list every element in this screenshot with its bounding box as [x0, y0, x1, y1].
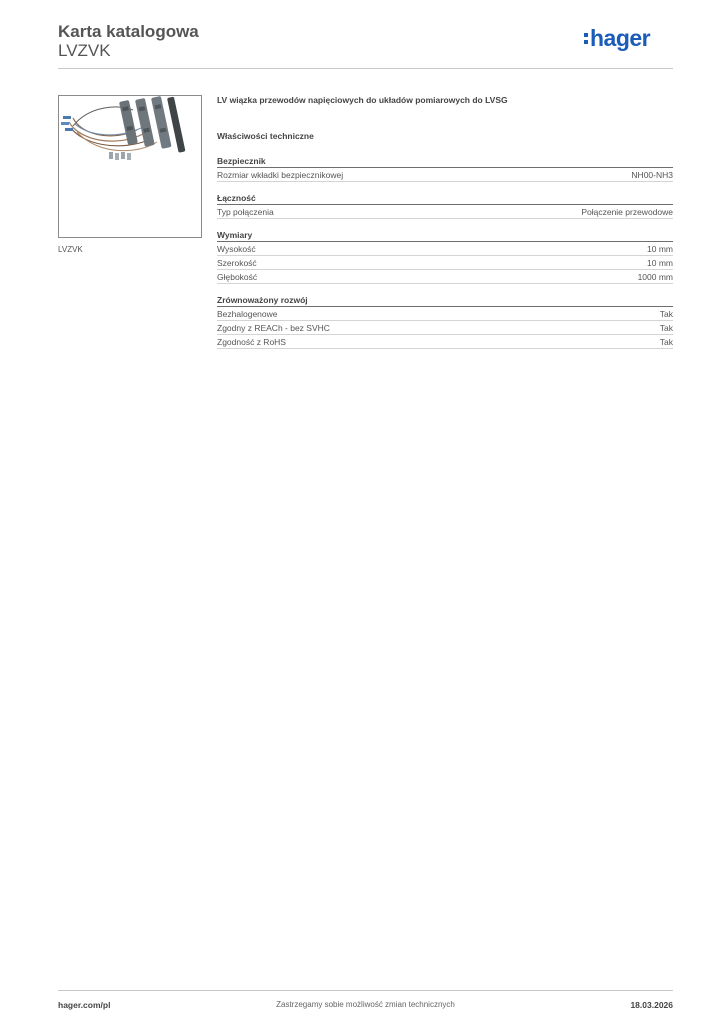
- spec-label: Rozmiar wkładki bezpiecznikowej: [217, 169, 344, 180]
- document-title: Karta katalogowa: [58, 22, 199, 41]
- spec-label: Typ połączenia: [217, 206, 274, 217]
- spec-value: 10 mm: [647, 243, 673, 254]
- footer-date: 18.03.2026: [630, 1000, 673, 1010]
- spec-row: [217, 242, 673, 256]
- specs-title: Właściwości techniczne: [217, 131, 314, 141]
- spec-group-title: Wymiary: [217, 230, 673, 242]
- spec-value: Połączenie przewodowe: [581, 206, 673, 217]
- spec-row: [217, 270, 673, 284]
- product-details: [217, 95, 673, 349]
- page-header: [58, 22, 673, 69]
- spec-row: [217, 168, 673, 182]
- spec-value: NH00-NH3: [631, 169, 673, 180]
- product-name: LV wiązka przewodów napięciowych do układów pomiarowych do LVSG: [217, 95, 508, 105]
- spec-group-dimensions: [217, 230, 673, 284]
- spec-row: [217, 256, 673, 270]
- product-image: [58, 95, 202, 238]
- spec-row: [217, 335, 673, 349]
- cable-harness-illustration: [59, 96, 201, 237]
- spec-value: Tak: [659, 322, 673, 333]
- spec-label: Zgodność z RoHS: [217, 336, 286, 347]
- image-caption: LVZVK: [58, 245, 83, 254]
- logo-wordmark: hager: [590, 25, 651, 51]
- spec-row: [217, 321, 673, 335]
- spec-value: Tak: [659, 308, 673, 319]
- spec-group-connectivity: [217, 193, 673, 219]
- spec-label: Szerokość: [217, 257, 257, 268]
- spec-group-title: Zrównoważony rozwój: [217, 295, 673, 307]
- spec-group-fuse: [217, 156, 673, 182]
- spec-value: 1000 mm: [637, 271, 673, 282]
- spec-group-sustainability: [217, 295, 673, 349]
- spec-row: [217, 307, 673, 321]
- hager-logo: [583, 25, 673, 55]
- spec-label: Zgodny z REACh - bez SVHC: [217, 322, 330, 333]
- footer-website-link[interactable]: hager.com/pl: [58, 1000, 111, 1010]
- spec-label: Bezhalogenowe: [217, 308, 278, 319]
- product-code: LVZVK: [58, 41, 111, 60]
- spec-group-title: Bezpiecznik: [217, 156, 673, 168]
- spec-label: Głębokość: [217, 271, 258, 282]
- footer-disclaimer: Zastrzegamy sobie możliwość zmian technicznych: [276, 1000, 455, 1009]
- spec-group-title: Łączność: [217, 193, 673, 205]
- spec-label: Wysokość: [217, 243, 256, 254]
- page-footer: [58, 990, 673, 1010]
- spec-value: Tak: [659, 336, 673, 347]
- spec-row: [217, 205, 673, 219]
- spec-value: 10 mm: [647, 257, 673, 268]
